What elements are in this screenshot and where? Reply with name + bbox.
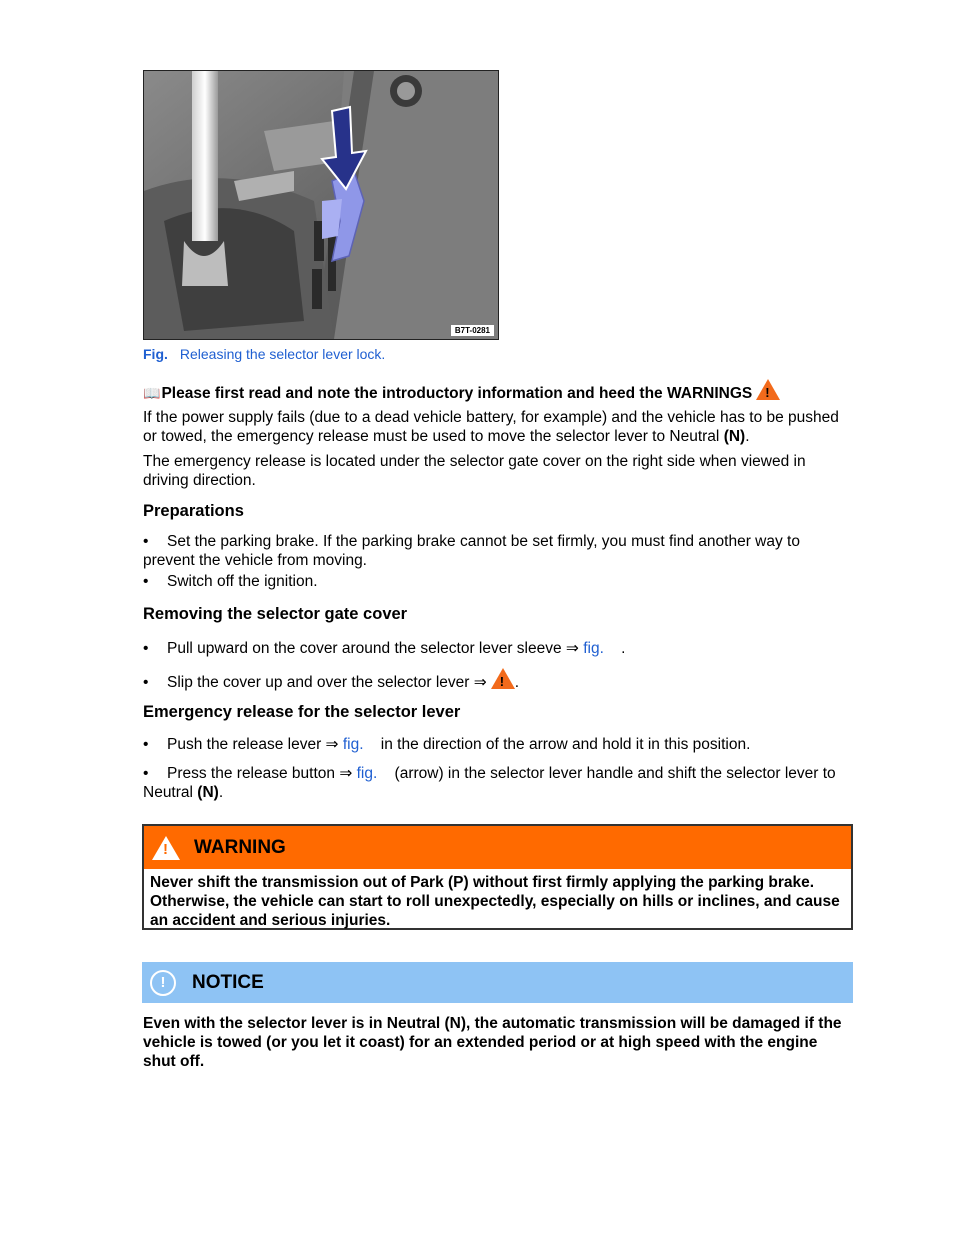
bullet-icon: • <box>143 573 149 590</box>
fig-link[interactable]: fig. <box>342 736 364 753</box>
removing-heading: Removing the selector gate cover <box>143 605 408 623</box>
list-item: • Pull upward on the cover around the selector lever sleeve ⇒ fig. . <box>143 640 626 657</box>
bullet-icon: • <box>143 765 149 782</box>
bullet-icon: • <box>143 533 149 550</box>
selector-lever-illustration <box>144 71 498 339</box>
fig-link[interactable]: fig. <box>583 640 604 657</box>
fig-link[interactable]: fig. <box>356 765 378 782</box>
notice-icon: ! <box>150 970 176 996</box>
intro-paragraph-2: The emergency release is located under the selector gate cover on the right side when viewed in driving direction. <box>143 453 806 489</box>
warning-box <box>142 824 853 930</box>
caption-text: Releasing the selector lever lock. <box>179 346 386 362</box>
list-item: • Switch off the ignition. <box>143 573 318 590</box>
warning-triangle-icon[interactable] <box>756 379 780 400</box>
intro-heading-text: Please first read and note the introductory information and heed the WARNINGS <box>161 385 753 402</box>
notice-title: NOTICE <box>192 971 264 993</box>
bullet-icon: • <box>143 640 149 657</box>
warning-title: WARNING <box>194 836 286 858</box>
list-item: • Push the release lever ⇒ fig. in the direction of the arrow and hold it in this position. <box>143 736 751 753</box>
book-icon: 📖 <box>143 385 161 401</box>
selector-lever-figure <box>143 70 499 340</box>
intro-paragraph-1: If the power supply fails (due to a dead vehicle battery, for example) and the vehicle has to be pushed or towed, the emergency release must be used to move the selector lever to Neutral (N). <box>143 409 839 445</box>
intro-heading <box>143 379 853 403</box>
figure-code: B7T-0281 <box>451 325 494 336</box>
warning-icon <box>152 836 180 860</box>
emergency-heading: Emergency release for the selector lever <box>143 703 461 721</box>
list-item: • Press the release button ⇒ fig. (arrow) in the selector lever handle and shift the selector lever to Neutral (N). <box>143 765 836 801</box>
caption-label: Fig. <box>143 346 168 362</box>
warning-body: Never shift the transmission out of Park (P) without first firmly applying the parking brake. Otherwise, the vehicle can start to roll unexpectedly, especially on hills or inclines, and cause an accident and serious injuries. <box>150 874 840 929</box>
list-item: • Set the parking brake. If the parking brake cannot be set firmly, you must find another way to prevent the vehicle from moving. <box>143 533 800 569</box>
notice-body: Even with the selector lever is in Neutral (N), the automatic transmission will be damaged if the vehicle is towed (or you let it coast) for an extended period or at high speed with the engine shut off. <box>143 1015 842 1070</box>
warning-triangle-icon[interactable] <box>491 668 515 689</box>
bullet-icon: • <box>143 674 149 691</box>
figure-caption <box>143 346 385 362</box>
notice-header <box>142 962 853 1003</box>
preparations-heading: Preparations <box>143 502 244 520</box>
list-item: • Slip the cover up and over the selector lever ⇒! . <box>143 668 843 692</box>
warning-header <box>144 826 851 869</box>
bullet-icon: • <box>143 736 149 753</box>
